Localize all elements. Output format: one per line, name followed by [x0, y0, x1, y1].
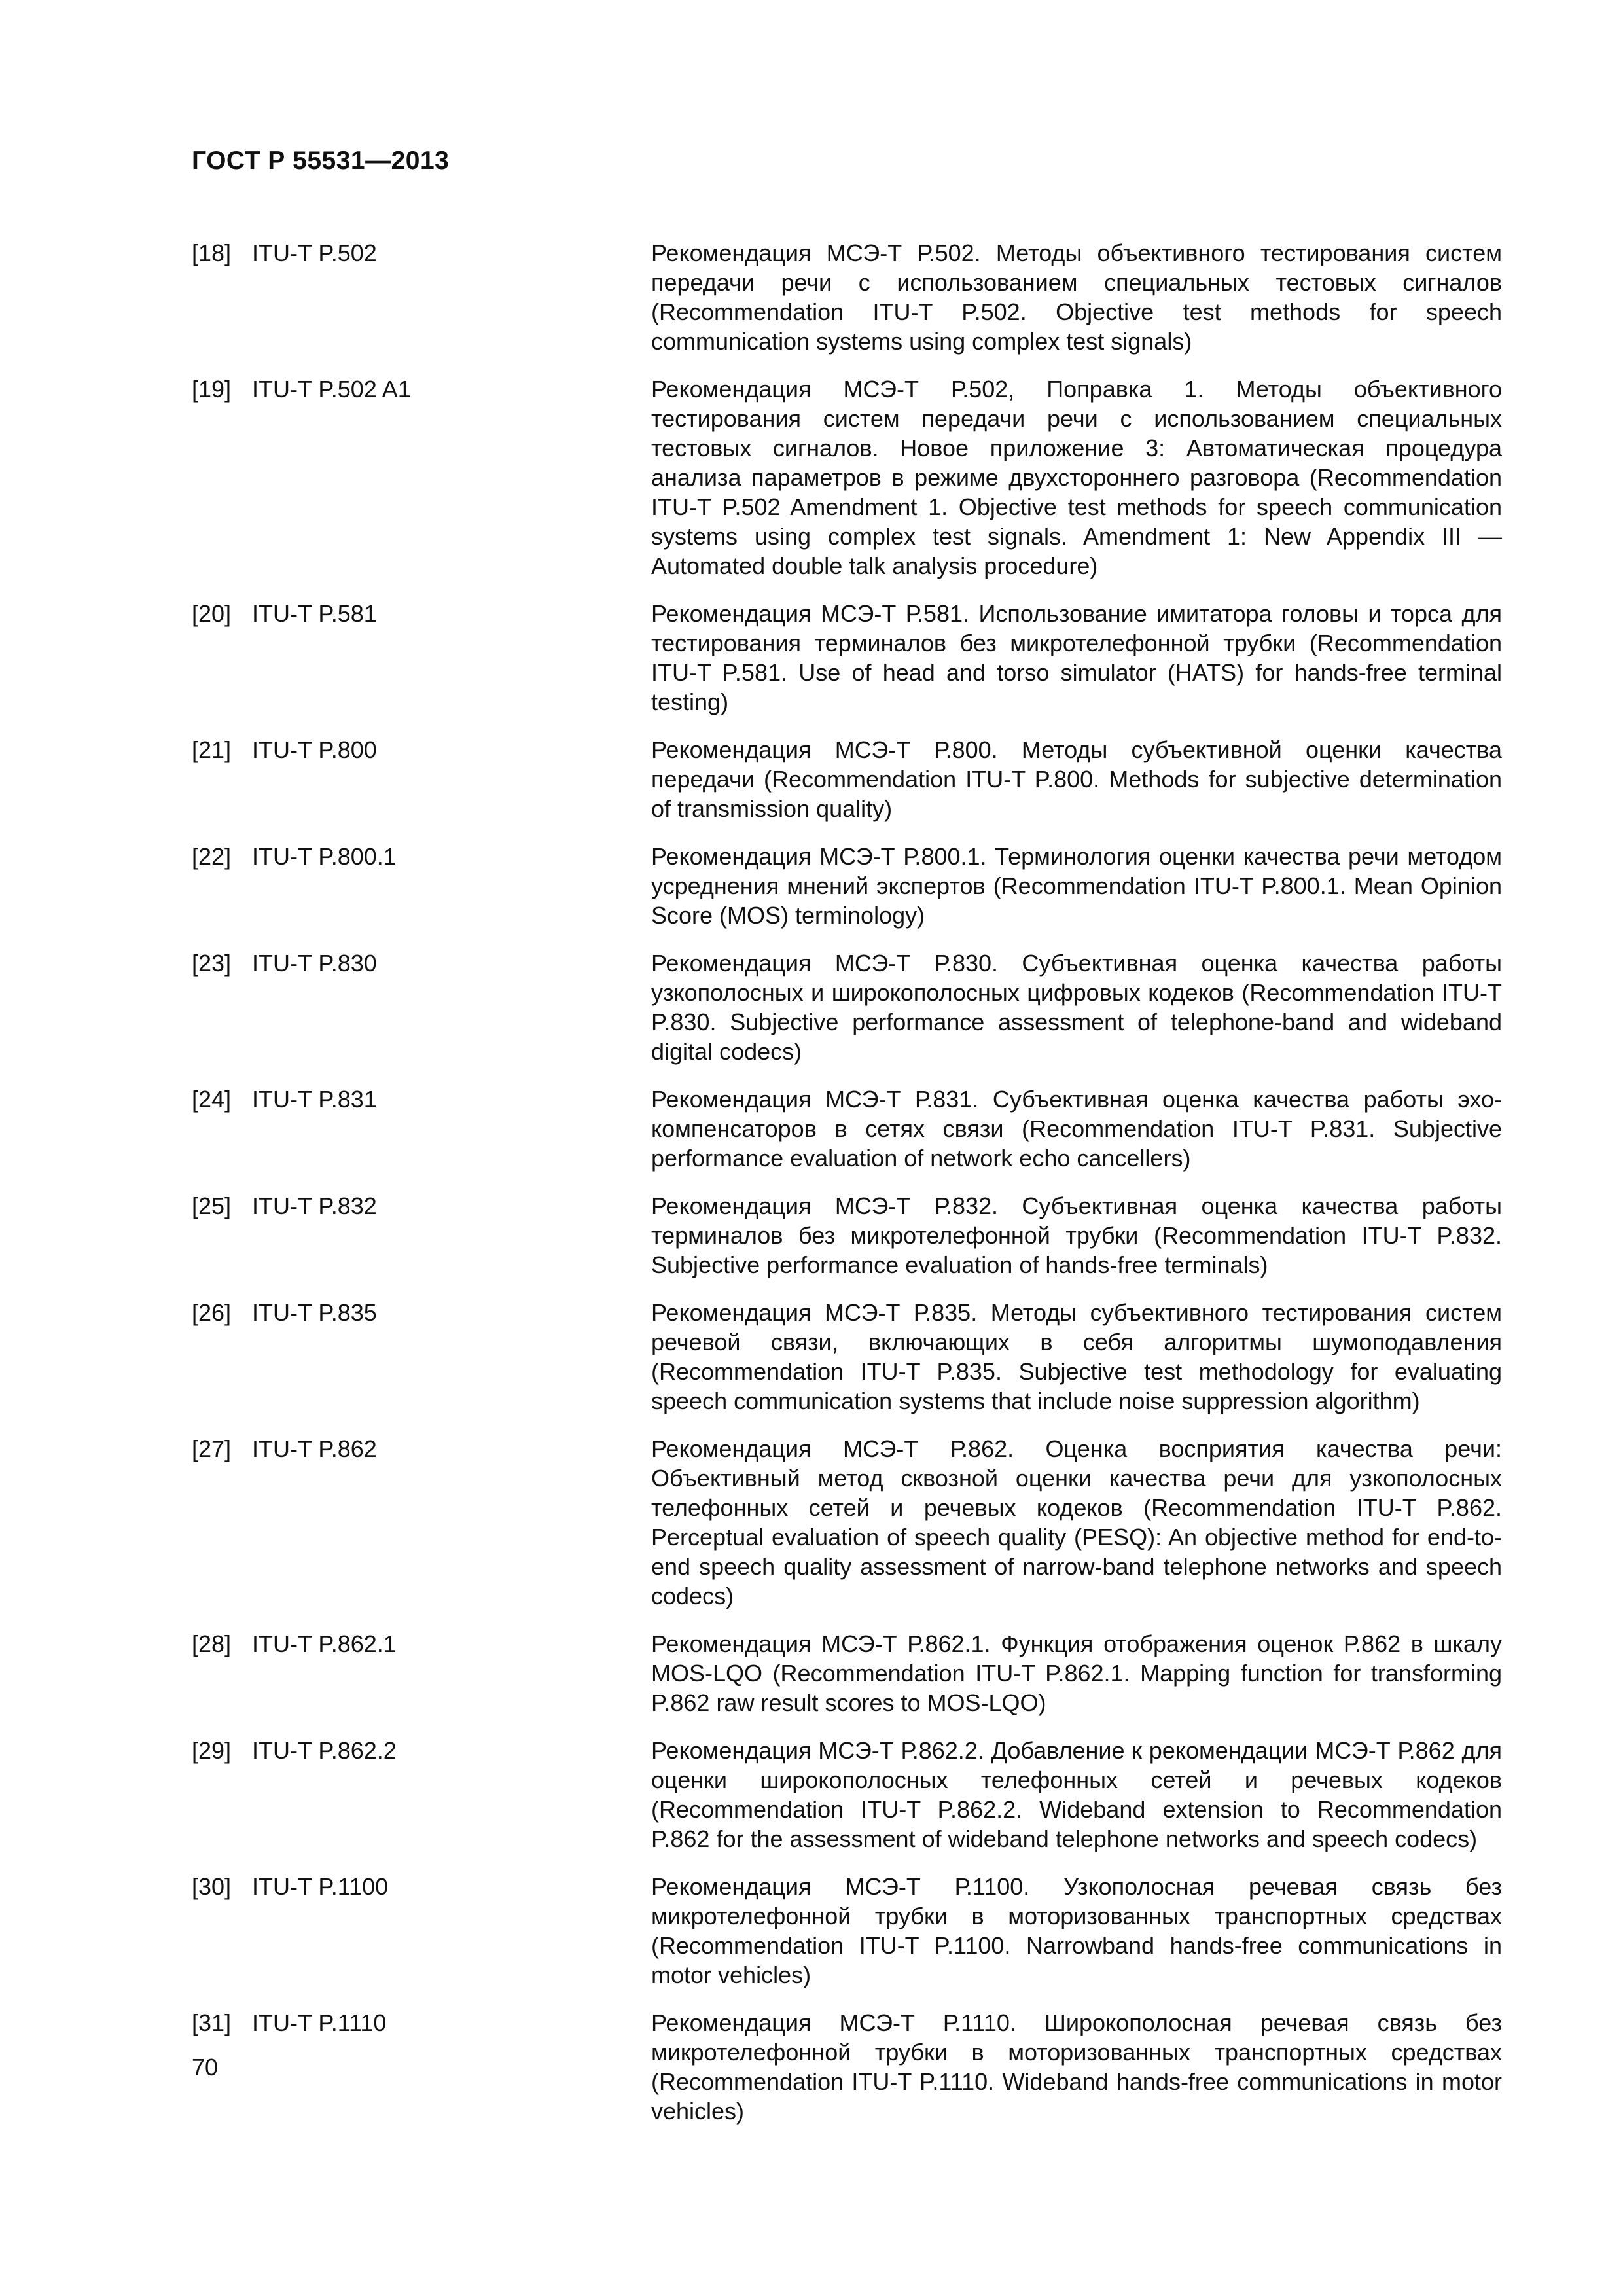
reference-number: [18]	[192, 240, 232, 266]
reference-description: Рекомендация МСЭ-Т Р.502, Поправка 1. Методы объективного тестирования систем передачи речи с использованием специальных тестовых сигналов. Новое приложение 3: Автоматическая процедура анализа параметров в режиме двухстороннего разговора (Recommendation ITU-T P.502 Amendment 1. Objective test methods for speech communication systems using complex test signals. Amendment 1: New Appendix III — Automated double talk analysis procedure)	[651, 376, 1502, 579]
reference-code: ITU-T P.800	[252, 736, 377, 763]
reference-entry	[192, 842, 1502, 930]
reference-code: ITU-T P.835	[252, 1299, 377, 1326]
reference-entry	[192, 374, 1502, 581]
reference-number: [26]	[192, 1299, 232, 1326]
reference-code: ITU-T P.862.1	[252, 1630, 397, 1657]
reference-number: [23]	[192, 950, 232, 977]
references-list	[192, 238, 1502, 2144]
reference-description: Рекомендация МСЭ-Т Р.581. Использование имитатора головы и торса для тестирования терминалов без микротелефонной трубки (Recommendation ITU-T P.581. Use of head and torso simulator (HATS) for hands-free terminal testing)	[651, 600, 1502, 715]
reference-entry	[192, 1872, 1502, 1990]
reference-description: Рекомендация МСЭ-Т Р.831. Субъективная оценка качества работы эхо-компенсаторов в сетях связи (Recommendation ITU-T P.831. Subjective performance evaluation of network echo cancellers)	[651, 1086, 1502, 1172]
reference-number: [24]	[192, 1086, 232, 1113]
reference-number: [22]	[192, 843, 232, 870]
reference-number: [25]	[192, 1193, 232, 1219]
reference-number: [28]	[192, 1630, 232, 1657]
reference-description: Рекомендация МСЭ-Т Р.800.1. Терминология оценки качества речи методом усреднения мнений экспертов (Recommendation ITU-T P.800.1. Mean Opinion Score (MOS) terminology)	[651, 843, 1502, 929]
reference-description: Рекомендация МСЭ-Т Р.830. Субъективная оценка качества работы узкополосных и широкополосных цифровых кодеков (Recommendation ITU-T P.830. Subjective performance assessment of telephone-band and wideband digital codecs)	[651, 950, 1502, 1065]
reference-number: [27]	[192, 1435, 232, 1462]
reference-number: [29]	[192, 1737, 232, 1764]
reference-number: [30]	[192, 1873, 232, 1900]
reference-number: [21]	[192, 736, 232, 763]
reference-code: ITU-T P.862.2	[252, 1737, 397, 1764]
reference-entry	[192, 1629, 1502, 1717]
reference-code: ITU-T P.1100	[252, 1873, 389, 1900]
reference-description: Рекомендация МСЭ-Т Р.832. Субъективная оценка качества работы терминалов без микротелефонной трубки (Recommendation ITU-T P.832. Subjective performance evaluation of hands-free terminals)	[651, 1193, 1502, 1278]
reference-number: [31]	[192, 2009, 232, 2036]
reference-entry	[192, 1085, 1502, 1173]
reference-entry	[192, 2008, 1502, 2126]
reference-code: ITU-T P.800.1	[252, 843, 397, 870]
reference-code: ITU-T P.502	[252, 240, 377, 266]
reference-description: Рекомендация МСЭ-Т Р.800. Методы субъективной оценки качества передачи (Recommendation ITU-T P.800. Methods for subjective determination of transmission quality)	[651, 736, 1502, 822]
reference-code: ITU-T P.830	[252, 950, 377, 977]
reference-code: ITU-T P.832	[252, 1193, 377, 1219]
reference-description: Рекомендация МСЭ-Т Р.835. Методы субъективного тестирования систем речевой связи, включающих в себя алгоритмы шумоподавления (Recommendation ITU-T P.835. Subjective test methodology for evaluating speech communication systems that include noise suppression algorithm)	[651, 1299, 1502, 1414]
reference-code: ITU-T P.862	[252, 1435, 377, 1462]
reference-description: Рекомендация МСЭ-Т Р.1110. Широкополосная речевая связь без микротелефонной трубки в моторизованных транспортных средствах (Recommendation ITU-T P.1110. Wideband hands-free communications in motor vehicles)	[651, 2009, 1502, 2125]
reference-entry	[192, 1434, 1502, 1611]
reference-description: Рекомендация МСЭ-Т Р.502. Методы объективного тестирования систем передачи речи с использованием специальных тестовых сигналов (Recommendation ITU-T P.502. Objective test methods for speech communication systems using complex test signals)	[651, 240, 1502, 355]
reference-entry	[192, 1736, 1502, 1854]
reference-entry	[192, 948, 1502, 1066]
reference-entry	[192, 238, 1502, 356]
page-number: 70	[192, 2054, 219, 2081]
reference-entry	[192, 1191, 1502, 1280]
reference-entry	[192, 599, 1502, 717]
reference-description: Рекомендация МСЭ-Т Р.862.2. Добавление к рекомендации МСЭ-Т Р.862 для оценки широкополосных телефонных сетей и речевых кодеков (Recommendation ITU-T P.862.2. Wideband extension to Recommendation P.862 for the assessment of wideband telephone networks and speech codecs)	[651, 1737, 1502, 1852]
reference-description: Рекомендация МСЭ-Т Р.862. Оценка восприятия качества речи: Объективный метод сквозной оценки качества речи для узкополосных телефонных сетей и речевых кодеков (Recommendation ITU-T P.862. Perceptual evaluation of speech quality (PESQ): An objective method for end-to-end speech quality assessment of narrow-band telephone networks and speech codecs)	[651, 1435, 1502, 1609]
reference-description: Рекомендация МСЭ-Т Р.1100. Узкополосная речевая связь без микротелефонной трубки в моторизованных транспортных средствах (Recommendation ITU-T P.1100. Narrowband hands-free communications in motor vehicles)	[651, 1873, 1502, 1988]
reference-number: [19]	[192, 376, 232, 403]
reference-code: ITU-T P.581	[252, 600, 377, 627]
reference-code: ITU-T P.502 A1	[252, 376, 411, 403]
document-header: ГОСТ Р 55531—2013	[192, 147, 450, 175]
reference-entry	[192, 1298, 1502, 1416]
reference-number: [20]	[192, 600, 232, 627]
reference-entry	[192, 735, 1502, 823]
reference-description: Рекомендация МСЭ-Т Р.862.1. Функция отображения оценок Р.862 в шкалу MOS-LQO (Recommendation ITU-T P.862.1. Mapping function for transforming P.862 raw result scores to MOS-LQO)	[651, 1630, 1502, 1716]
reference-code: ITU-T P.1110	[252, 2009, 387, 2036]
reference-code: ITU-T P.831	[252, 1086, 377, 1113]
